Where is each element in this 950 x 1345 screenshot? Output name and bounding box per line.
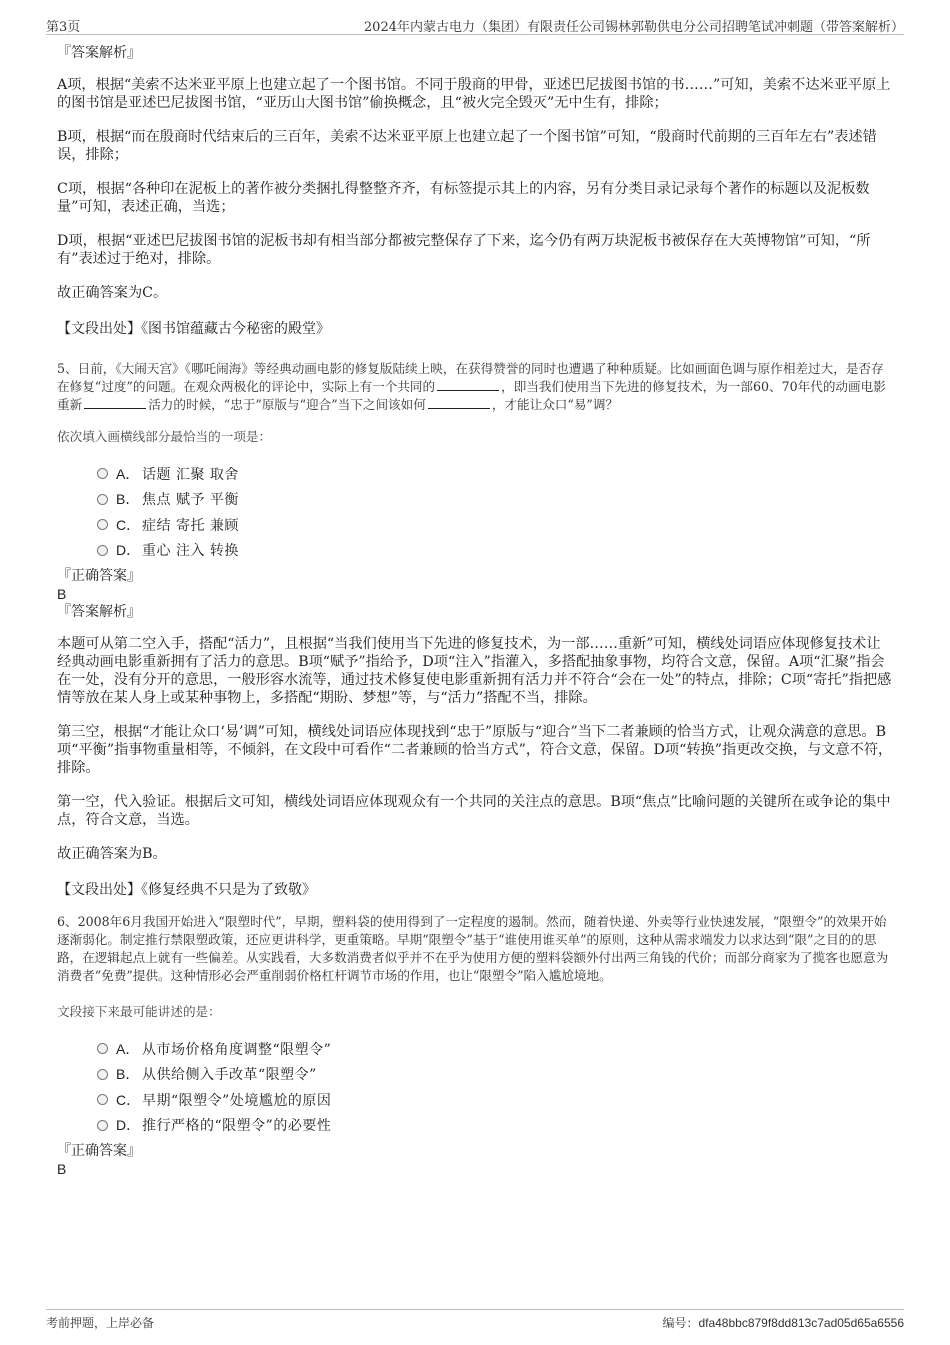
footer-slogan: 考前押题，上岸必备 (46, 1316, 155, 1330)
radio-icon[interactable] (97, 494, 108, 505)
radio-icon[interactable] (97, 468, 108, 479)
q6-option-a[interactable]: A． 从市场价格角度调整“限塑令” (97, 1036, 893, 1062)
q5-analysis-para-3: 第一空，代入验证。根据后文可知，横线处词语应体现观众有一个共同的关注点的意思。B项“焦点”比喻问题的关键所在或争论的集中点，符合文意，当选。 (57, 794, 891, 828)
radio-icon[interactable] (97, 1120, 108, 1131)
q5-option-c[interactable]: C． 症结 寄托 兼顾 (97, 512, 893, 538)
blank-3 (428, 396, 490, 409)
q4-analysis-para-a: A项，根据“美索不达米亚平原上也建立起了一个图书馆。不同于殷商的甲骨，亚述巴尼拔图书馆的书……”可知，美索不达米亚平原上的图书馆是亚述巴尼拔图书馆，“亚历山大图书馆”偷换概念，且“被火完全毁灭”无中生有，排除； (57, 77, 891, 111)
q6-stem: 6、2008年6月我国开始进入“限塑时代”，早期，塑料袋的使用得到了一定程度的遏制。然而，随着快递、外卖等行业快速发展，“限塑令”的效果开始逐渐弱化。制定推行禁限塑政策，还应更讲科学，更重策略。早期“限塑令”基于“谁使用谁买单”的原则，这种从需求端发力以求达到“限”之目的的思路，在逻辑起点上就有一些偏差。从实践看，大多数消费者似乎并不在乎为使用方便的塑料袋额外付出两三角钱的代价；而部分商家为了揽客也愿意为消费者“免费”提供。这种情形必会严重削弱价格杠杆调节市场的作用，也让“限塑令”陷入尴尬境地。 (57, 914, 889, 983)
q4-analysis-label: 『答案解析』 (57, 45, 141, 61)
radio-icon[interactable] (97, 545, 108, 556)
footer-code: 编号：dfa48bbc879f8dd813c7ad05d65a6556 (662, 1316, 904, 1330)
q5-source: 【文段出处】《修复经典不只是为了致敬》 (57, 882, 316, 898)
q6-option-b[interactable]: B． 从供给侧入手改革“限塑令” (97, 1062, 893, 1088)
q6-correct-label: 『正确答案』 (57, 1143, 141, 1159)
q6-correct-answer: B (57, 1161, 67, 1177)
radio-icon[interactable] (97, 519, 108, 530)
q4-analysis-para-c: C项，根据“各种印在泥板上的著作被分类捆扎得整整齐齐，有标签提示其上的内容，另有分类目录记录每个著作的标题以及泥板数量”可知，表述正确，当选； (57, 181, 870, 215)
q5-analysis-para-1: 本题可从第二空入手，搭配“活力”，且根据“当我们使用当下先进的修复技术，为一部……重新”可知，横线处词语应体现修复技术让经典动画电影重新拥有了活力的意思。B项“赋予”指给予，D项“注入”指灌入，多搭配抽象事物，均符合文意，保留。A项“汇聚”指会在一处，没有分开的意思，一般形容水流等，通过技术修复使电影重新拥有活力并不符合“会在一处”的特点，排除；C项“寄托”指把感情等放在某人身上或某种事物上，多搭配“期盼、梦想”等，与“活力”搭配不当，排除。 (57, 636, 892, 706)
q6-options (97, 1036, 893, 1138)
q4-analysis-para-d: D项，根据“亚述巴尼拔图书馆的泥板书却有相当部分都被完整保存了下来，迄今仍有两万块泥板书被保存在大英博物馆”可知，“所有”表述过于绝对，排除。 (57, 233, 871, 267)
page-footer (46, 1309, 904, 1334)
q6-prompt: 文段接下来最可能讲述的是： (57, 1004, 221, 1019)
blank-2 (84, 396, 146, 409)
q4-conclusion: 故正确答案为C。 (57, 285, 168, 301)
radio-icon[interactable] (97, 1043, 108, 1054)
q5-option-a[interactable]: A． 话题 汇聚 取舍 (97, 461, 893, 487)
q5-prompt: 依次填入画横线部分最恰当的一项是： (57, 429, 272, 444)
q6-option-c[interactable]: C． 早期“限塑令”处境尴尬的原因 (97, 1087, 893, 1113)
page-header (46, 14, 904, 35)
q5-option-d[interactable]: D． 重心 注入 转换 (97, 538, 893, 564)
q5-analysis-para-2: 第三空，根据“才能让众口‘易’调”可知，横线处词语应体现找到“忠于”原版与“迎合”当下二者兼顾的恰当方式，让观众满意的意思。B项“平衡”指事物重量相等，不倾斜，在文段中可看作“二者兼顾的恰当方式”，符合文意，保留。D项“转换”指更改交换，与文意不符，排除。 (57, 724, 893, 776)
q5-correct-answer: B (57, 586, 67, 602)
document-title: 2024年内蒙古电力（集团）有限责任公司锡林郭勒供电分公司招聘笔试冲刺题（带答案解析） (363, 20, 904, 35)
q4-analysis-para-b: B项，根据“而在殷商时代结束后的三百年，美索不达米亚平原上也建立起了一个图书馆”可知，“殷商时代前期的三百年左右”表述错误，排除； (57, 129, 877, 163)
radio-icon[interactable] (97, 1069, 108, 1080)
page-content (57, 44, 893, 1178)
page-number: 第3页 (46, 20, 81, 35)
q5-correct-label: 『正确答案』 (57, 568, 141, 584)
q5-conclusion: 故正确答案为B。 (57, 846, 167, 862)
q5-analysis-label: 『答案解析』 (57, 604, 141, 620)
q6-option-d[interactable]: D． 推行严格的“限塑令”的必要性 (97, 1113, 893, 1139)
q5-stem: 5、日前，《大闹天宫》《哪吒闹海》等经典动画电影的修复版陆续上映，在获得赞誉的同时也遭遇了种种质疑。比如画面色调与原作相差过大，是否存在修复“过度”的问题。在观众两极化的评论中，实际上有一个共同的 ，即当我们使用当下先进的修复技术，为一部60、70年代的动画电影重新 活力的时候，“忠于”原版与“迎合”当下之间该如何 ，才能让众口“易”调？ (57, 361, 886, 412)
q4-source: 【文段出处】《图书馆蕴藏古今秘密的殿堂》 (57, 321, 330, 337)
q5-options (97, 461, 893, 563)
radio-icon[interactable] (97, 1094, 108, 1105)
blank-1 (437, 378, 499, 391)
q5-option-b[interactable]: B． 焦点 赋予 平衡 (97, 487, 893, 513)
